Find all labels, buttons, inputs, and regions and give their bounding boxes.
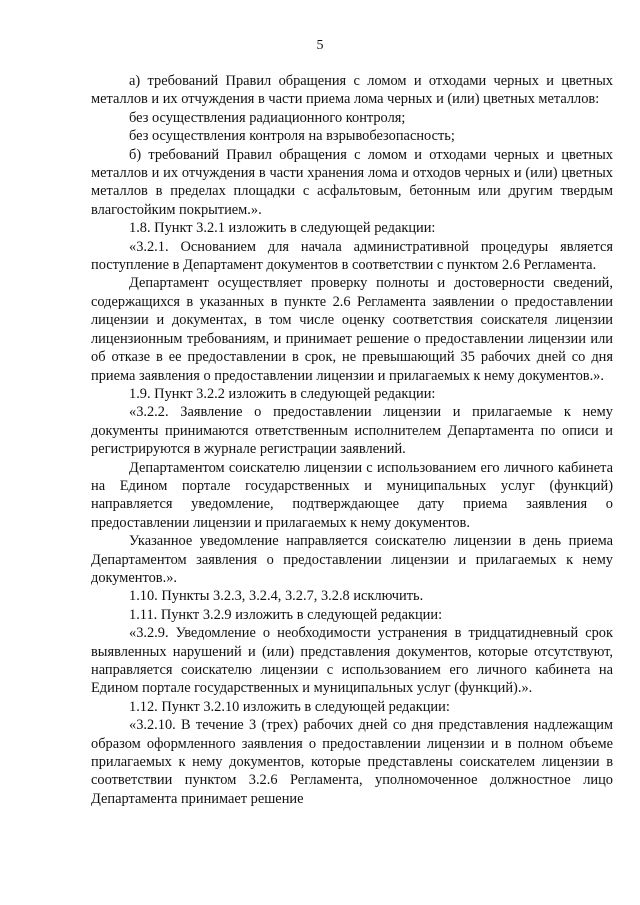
paragraph: 1.12. Пункт 3.2.10 изложить в следующей редакции: (129, 698, 450, 715)
paragraph: без осуществления радиационного контроля; (129, 109, 406, 126)
page-number: 5 (316, 38, 324, 53)
paragraph: 1.9. Пункт 3.2.2 изложить в следующей редакции: (129, 385, 436, 402)
paragraph: 1.8. Пункт 3.2.1 изложить в следующей редакции: (129, 220, 436, 237)
paragraph: б) требований Правил обращения с ломом и отходами черных и цветных металлов и их отчуждения в части хранения лома и отходов черных и (или) цветных металлов в пределах площадки с асфальтовым, бетонным или другим твердым влагостойким покрытием.». (91, 146, 613, 218)
paragraph: «3.2.2. Заявление о предоставлении лицензии и прилагаемые к нему документы принимаются ответственным исполнителем Департамента по описи и регистрируются в журнале регистрации заявлений. (91, 404, 613, 458)
paragraph: «3.2.9. Уведомление о необходимости устранения в тридцатидневный срок выявленных нарушений и (или) представления документов, которые отсутствуют, направляется соискателю лицензии с использованием его личного кабинета на Едином портале государственных и муниципальных услуг (функций).». (91, 625, 613, 697)
paragraph: «3.2.10. В течение 3 (трех) рабочих дней со дня представления надлежащим образом оформленного заявления о предоставлении лицензии и в полном объеме прилагаемых к нему документов, которые представлены соискателем лицензии в соответствии пунктом 3.2.6 Регламента, уполномоченное должностное лицо Департамента принимает решение (91, 717, 613, 807)
paragraph: 1.11. Пункт 3.2.9 изложить в следующей редакции: (129, 606, 443, 623)
paragraph: 1.10. Пункты 3.2.3, 3.2.4, 3.2.7, 3.2.8 исключить. (129, 588, 424, 605)
paragraph: Департаментом соискателю лицензии с использованием его личного кабинета на Едином портале государственных и муниципальных услуг (функций) направляется уведомление, подтверждающее дату приема заявления о предоставлении лицензии и прилагаемых к нему документов. (91, 459, 613, 531)
paragraph: Департамент осуществляет проверку полноты и достоверности сведений, содержащихся в указанных в пункте 2.6 Регламента заявлении о предоставлении лицензии и документах, в том числе оценку соответствия соискателя лицензии лицензионным требованиям, и принимает решение о предоставлении лицензии или об отказе в ее предоставлении в срок, не превышающий 35 рабочих дней со дня приема заявления о предоставлении лицензии и прилагаемых к нему документов.». (91, 275, 613, 384)
paragraph: без осуществления контроля на взрывобезопасность; (129, 128, 455, 145)
paragraph: «3.2.1. Основанием для начала административной процедуры является поступление в Департамент документов в соответствии с пунктом 2.6 Регламента. (91, 238, 613, 274)
document-body (91, 72, 613, 808)
paragraph: Указанное уведомление направляется соискателю лицензии в день приема Департаментом заявления о предоставлении лицензии и прилагаемых к нему документов.». (91, 533, 613, 586)
paragraph: а) требований Правил обращения с ломом и отходами черных и цветных металлов и их отчуждения в части приема лома черных и (или) цветных металлов: (91, 73, 613, 108)
